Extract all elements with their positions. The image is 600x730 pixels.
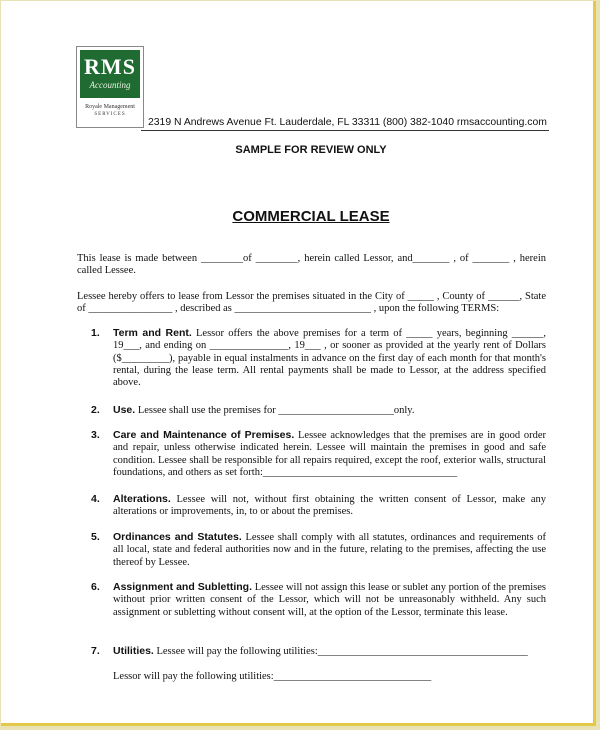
term-heading: Alterations. <box>113 493 171 505</box>
term-number: 1. <box>91 327 100 339</box>
term-heading: Ordinances and Statutes. <box>113 531 242 543</box>
offer-paragraph: Lessee hereby offers to lease from Lessor the premises situated in the City of _____ , County of ______, State of ________________ , described as __________________________ , upon the following TERMS: <box>77 291 546 315</box>
term-text: Lessee will pay the following utilities:________________________________________ <box>156 646 528 657</box>
term-number: 4. <box>91 493 100 505</box>
logo-services: SERVICES <box>94 112 126 117</box>
header-rule <box>141 130 549 131</box>
term-number: 2. <box>91 404 100 416</box>
sample-notice: SAMPLE FOR REVIEW ONLY <box>235 144 387 156</box>
term-text: Lessee will not, without first obtaining the written consent of Lessor, make any alterations or improvements, in, to or about the premises. <box>113 494 546 518</box>
term-heading: Use. <box>113 404 136 416</box>
term-heading: Utilities. <box>113 645 154 657</box>
logo-subtitle: Royale Management <box>85 104 135 110</box>
logo-badge <box>80 50 140 98</box>
term-text: Lessor offers the above premises for a term of _____ years, beginning ______, 19___, and ending on _______________, 19___ , or sooner as provided at the yearly rent of Dollars ($_________), payable in equal instalments in advance on the first day of each month for that month's rental, during the lease term. All rental payments shall be made to Lessor, at the address specified above. <box>113 328 546 389</box>
term-text: Lessee shall comply with all statutes, ordinances and requirements of all local, state and federal authorities now and in the future, relating to the premises, affecting the use thereof by Lessee. <box>113 532 546 568</box>
intro-paragraph: This lease is made between ________of ________, herein called Lessor, and_______ , of _______ , herein called Lessee. <box>77 253 546 277</box>
term-heading: Care and Maintenance of Premises. <box>113 429 295 441</box>
logo-main-text: RMS <box>84 54 136 79</box>
term-number: 3. <box>91 429 100 441</box>
term-number: 6. <box>91 581 100 593</box>
document-page <box>1 1 596 726</box>
term-number: 5. <box>91 531 100 543</box>
term-text: Lessee will not assign this lease or sublet any portion of the premises without prior written consent of the Lessor, which will not be unreasonably withheld. Any such assignment or subletting without consent will, at the option of the Lessor, terminate this lease. <box>113 582 546 618</box>
lessor-utilities-line: Lessor will pay the following utilities:______________________________ <box>113 671 432 682</box>
term-text: Lessee acknowledges that the premises are in good order and repair, unless otherwise indicated herein. Lessee will maintain the premises in good and safe condition. Lessee shall be responsible for all repairs required, except the roof, exterior walls, structural foundations, and others as set forth:_____________________________________ <box>113 430 546 478</box>
term-number: 7. <box>91 645 100 657</box>
term-text: Lessee shall use the premises for ______________________only. <box>137 405 415 416</box>
logo-script-text: Accounting <box>89 80 131 90</box>
term-heading: Assignment and Subletting. <box>113 581 252 593</box>
company-logo <box>76 46 144 128</box>
term-heading: Term and Rent. <box>113 327 192 339</box>
document-title: COMMERCIAL LEASE <box>232 208 390 225</box>
company-address: 2319 N Andrews Avenue Ft. Lauderdale, FL 33311 (800) 382-1040 rmsaccounting.com <box>148 117 547 128</box>
